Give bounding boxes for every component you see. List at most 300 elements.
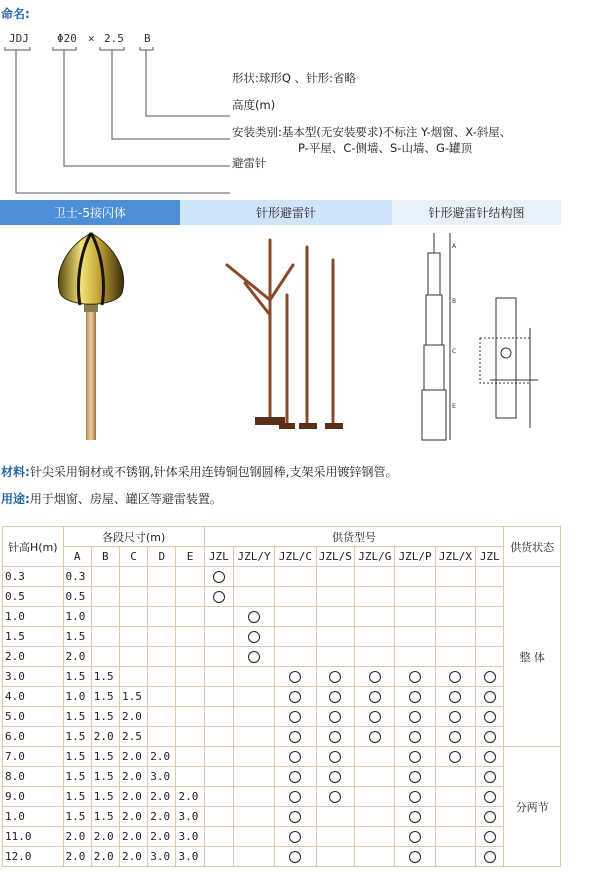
- desc-install-type: 安装类别:基本型(无安装要求)不标注 Y-烟窗、X-斜屋、: [232, 125, 512, 139]
- available-circle-icon: [329, 731, 341, 743]
- cell-model: [395, 747, 435, 767]
- available-circle-icon: [484, 791, 496, 803]
- table-row: [3, 847, 561, 867]
- cell-model: [275, 847, 316, 867]
- cell-model: [233, 847, 274, 867]
- cell-model: [395, 647, 435, 667]
- cell-segment: 3.0: [176, 847, 204, 867]
- available-circle-icon: [409, 691, 421, 703]
- available-circle-icon: [409, 771, 421, 783]
- available-circle-icon: [449, 671, 461, 683]
- cell-model: [275, 767, 316, 787]
- desc-shape: 形状:球形Q 、针形:省略: [232, 71, 356, 85]
- cell-segment: 2.0: [119, 707, 147, 727]
- svg-text:E: E: [452, 403, 456, 410]
- segment-col-c: C: [119, 547, 147, 567]
- cell-model: [476, 707, 504, 727]
- model-col-3: JZL/S: [316, 547, 354, 567]
- available-circle-icon: [369, 731, 381, 743]
- cell-segment: [176, 767, 204, 787]
- code-jdj: JDJ: [9, 32, 29, 45]
- cell-model: [204, 647, 233, 667]
- cell-height: 4.0: [3, 687, 64, 707]
- cell-model: [355, 667, 395, 687]
- model-col-5: JZL/P: [395, 547, 435, 567]
- banner-tab-needle: 针形避雷针: [180, 200, 392, 225]
- cell-model: [435, 687, 475, 707]
- cell-model: [316, 647, 354, 667]
- cell-model: [275, 567, 316, 587]
- header-status: 供货状态: [504, 527, 561, 567]
- cell-segment: 2.0: [63, 827, 91, 847]
- available-circle-icon: [449, 731, 461, 743]
- table-row: [3, 567, 561, 587]
- status-two-sections: 分两节: [504, 747, 561, 867]
- cell-model: [476, 847, 504, 867]
- cell-segment: [176, 587, 204, 607]
- cell-model: [275, 587, 316, 607]
- cell-model: [476, 567, 504, 587]
- header-models: 供货型号: [204, 527, 504, 547]
- cell-model: [204, 787, 233, 807]
- cell-model: [233, 807, 274, 827]
- cell-segment: 0.5: [63, 587, 91, 607]
- table-row: [3, 627, 561, 647]
- cell-height: 12.0: [3, 847, 64, 867]
- available-circle-icon: [449, 711, 461, 723]
- cell-model: [395, 607, 435, 627]
- available-circle-icon: [248, 631, 260, 643]
- cell-model: [435, 607, 475, 627]
- banner-tab-structure: 针形避雷针结构图: [392, 200, 561, 225]
- cell-segment: 2.5: [119, 727, 147, 747]
- available-circle-icon: [484, 671, 496, 683]
- cell-segment: 1.5: [63, 627, 91, 647]
- cell-model: [204, 607, 233, 627]
- available-circle-icon: [329, 671, 341, 683]
- needle-lightning-rod-image: [215, 235, 365, 440]
- cell-model: [204, 667, 233, 687]
- cell-segment: 1.5: [119, 687, 147, 707]
- cell-segment: 3.0: [148, 767, 176, 787]
- available-circle-icon: [369, 711, 381, 723]
- cell-model: [476, 627, 504, 647]
- table-row: [3, 587, 561, 607]
- cell-height: 2.0: [3, 647, 64, 667]
- available-circle-icon: [289, 791, 301, 803]
- cell-model: [355, 647, 395, 667]
- available-circle-icon: [289, 811, 301, 823]
- cell-model: [435, 667, 475, 687]
- cell-model: [233, 687, 274, 707]
- cell-model: [204, 807, 233, 827]
- cell-model: [233, 587, 274, 607]
- cell-segment: [148, 687, 176, 707]
- cell-segment: [176, 707, 204, 727]
- cell-model: [355, 627, 395, 647]
- cell-model: [435, 727, 475, 747]
- cell-model: [316, 667, 354, 687]
- available-circle-icon: [484, 731, 496, 743]
- cell-model: [275, 687, 316, 707]
- cell-model: [395, 787, 435, 807]
- desc-height: 高度(m): [232, 98, 276, 112]
- naming-title: 命名:: [1, 7, 30, 21]
- cell-model: [316, 787, 354, 807]
- cell-model: [395, 627, 435, 647]
- cell-segment: [91, 627, 119, 647]
- ball-air-terminal-image: [40, 228, 150, 440]
- cell-segment: 1.5: [91, 667, 119, 687]
- cell-segment: [148, 667, 176, 687]
- cell-segment: 1.5: [91, 687, 119, 707]
- cell-model: [355, 807, 395, 827]
- desc-install-type-cont: P-平屋、C-侧墙、S-山墙、G-罐顶: [298, 141, 473, 155]
- table-row: [3, 667, 561, 687]
- cell-segment: 2.0: [148, 787, 176, 807]
- cell-model: [204, 767, 233, 787]
- model-col-7: JZL: [476, 547, 504, 567]
- available-circle-icon: [329, 711, 341, 723]
- naming-connector-lines: [0, 0, 593, 200]
- available-circle-icon: [289, 751, 301, 763]
- cell-model: [476, 767, 504, 787]
- cell-model: [316, 687, 354, 707]
- cell-segment: [176, 687, 204, 707]
- cell-model: [395, 767, 435, 787]
- cell-model: [476, 647, 504, 667]
- available-circle-icon: [409, 751, 421, 763]
- code-diameter: Φ20: [57, 32, 77, 45]
- available-circle-icon: [484, 831, 496, 843]
- cell-model: [355, 607, 395, 627]
- cell-model: [435, 847, 475, 867]
- available-circle-icon: [289, 771, 301, 783]
- table-row: [3, 747, 561, 767]
- cell-model: [233, 707, 274, 727]
- cell-model: [476, 687, 504, 707]
- segment-col-d: D: [148, 547, 176, 567]
- table-row: [3, 647, 561, 667]
- available-circle-icon: [484, 751, 496, 763]
- cell-segment: [148, 627, 176, 647]
- available-circle-icon: [484, 691, 496, 703]
- cell-segment: 1.5: [63, 767, 91, 787]
- cell-model: [395, 727, 435, 747]
- cell-model: [233, 567, 274, 587]
- cell-segment: [119, 627, 147, 647]
- cell-model: [355, 747, 395, 767]
- cell-model: [435, 807, 475, 827]
- cell-model: [435, 747, 475, 767]
- cell-model: [395, 807, 435, 827]
- table-row: [3, 767, 561, 787]
- cell-model: [275, 607, 316, 627]
- cell-segment: 2.0: [148, 807, 176, 827]
- cell-segment: 1.5: [91, 707, 119, 727]
- available-circle-icon: [484, 711, 496, 723]
- available-circle-icon: [329, 771, 341, 783]
- table-row: [3, 827, 561, 847]
- available-circle-icon: [213, 591, 225, 603]
- cell-model: [435, 627, 475, 647]
- cell-model: [233, 647, 274, 667]
- available-circle-icon: [484, 811, 496, 823]
- cell-model: [275, 747, 316, 767]
- cell-segment: 1.5: [63, 707, 91, 727]
- available-circle-icon: [329, 751, 341, 763]
- cell-model: [435, 647, 475, 667]
- cell-model: [476, 787, 504, 807]
- cell-height: 0.5: [3, 587, 64, 607]
- cell-model: [275, 647, 316, 667]
- cell-model: [316, 827, 354, 847]
- cell-segment: [176, 607, 204, 627]
- cell-segment: [176, 727, 204, 747]
- cell-height: 8.0: [3, 767, 64, 787]
- cell-model: [476, 827, 504, 847]
- segment-col-a: A: [63, 547, 91, 567]
- available-circle-icon: [369, 671, 381, 683]
- cell-model: [355, 567, 395, 587]
- cell-segment: [148, 567, 176, 587]
- available-circle-icon: [449, 751, 461, 763]
- available-circle-icon: [289, 691, 301, 703]
- svg-text:C: C: [452, 348, 457, 355]
- available-circle-icon: [289, 731, 301, 743]
- cell-model: [355, 687, 395, 707]
- cell-height: 3.0: [3, 667, 64, 687]
- model-col-6: JZL/X: [435, 547, 475, 567]
- available-circle-icon: [409, 831, 421, 843]
- cell-segment: 1.0: [63, 687, 91, 707]
- cell-segment: [176, 747, 204, 767]
- table-row: [3, 707, 561, 727]
- cell-model: [476, 667, 504, 687]
- cell-model: [275, 807, 316, 827]
- table-row: [3, 687, 561, 707]
- svg-text:B: B: [452, 298, 457, 305]
- cell-model: [316, 607, 354, 627]
- cell-segment: [176, 627, 204, 647]
- available-circle-icon: [409, 731, 421, 743]
- cell-height: 1.0: [3, 807, 64, 827]
- cell-segment: [148, 727, 176, 747]
- cell-segment: [119, 567, 147, 587]
- table-row: [3, 607, 561, 627]
- cell-model: [316, 747, 354, 767]
- cell-segment: 2.0: [148, 747, 176, 767]
- cell-model: [316, 567, 354, 587]
- cell-segment: [91, 647, 119, 667]
- cell-segment: 1.5: [63, 807, 91, 827]
- cell-model: [395, 687, 435, 707]
- structure-drawing-image: [420, 228, 560, 443]
- cell-model: [476, 747, 504, 767]
- cell-height: 5.0: [3, 707, 64, 727]
- cell-model: [316, 767, 354, 787]
- available-circle-icon: [329, 691, 341, 703]
- available-circle-icon: [409, 851, 421, 863]
- cell-model: [233, 627, 274, 647]
- cell-segment: [176, 667, 204, 687]
- code-height: 2.5: [104, 32, 124, 45]
- cell-segment: [148, 587, 176, 607]
- cell-model: [275, 667, 316, 687]
- cell-segment: [148, 707, 176, 727]
- cell-segment: 1.5: [63, 667, 91, 687]
- cell-model: [316, 727, 354, 747]
- cell-segment: 1.5: [91, 787, 119, 807]
- available-circle-icon: [289, 711, 301, 723]
- cell-model: [275, 827, 316, 847]
- cell-model: [355, 767, 395, 787]
- cell-model: [476, 607, 504, 627]
- cell-model: [395, 587, 435, 607]
- available-circle-icon: [409, 671, 421, 683]
- available-circle-icon: [289, 671, 301, 683]
- cell-model: [204, 707, 233, 727]
- table-row: [3, 807, 561, 827]
- cell-segment: [91, 567, 119, 587]
- cell-model: [204, 627, 233, 647]
- cell-segment: 2.0: [91, 727, 119, 747]
- cell-model: [316, 627, 354, 647]
- segment-col-e: E: [176, 547, 204, 567]
- cell-segment: 1.5: [91, 747, 119, 767]
- cell-model: [395, 667, 435, 687]
- cell-model: [316, 707, 354, 727]
- model-col-4: JZL/G: [355, 547, 395, 567]
- header-segments: 各段尺寸(m): [63, 527, 204, 547]
- cell-model: [355, 727, 395, 747]
- usage-line: 用途:用于烟窗、房屋、罐区等避雷装置。: [1, 492, 222, 506]
- cell-model: [355, 827, 395, 847]
- cell-segment: 3.0: [176, 807, 204, 827]
- cell-model: [204, 587, 233, 607]
- cell-model: [233, 607, 274, 627]
- cell-model: [395, 567, 435, 587]
- cell-model: [275, 707, 316, 727]
- cell-model: [435, 787, 475, 807]
- cell-segment: 2.0: [63, 847, 91, 867]
- cell-model: [204, 827, 233, 847]
- cell-segment: [148, 607, 176, 627]
- cell-height: 1.5: [3, 627, 64, 647]
- cell-segment: [91, 587, 119, 607]
- cell-segment: 2.0: [119, 807, 147, 827]
- material-line: 材料:针尖采用铜材或不锈钢,针体采用连铸铜包钢圆棒,支架采用镀锌钢管。: [1, 465, 398, 479]
- cell-segment: 1.5: [63, 727, 91, 747]
- code-type: B: [144, 32, 151, 45]
- cell-segment: [119, 667, 147, 687]
- cell-model: [204, 727, 233, 747]
- available-circle-icon: [329, 791, 341, 803]
- cell-model: [233, 767, 274, 787]
- cell-segment: 2.0: [91, 827, 119, 847]
- cell-model: [355, 847, 395, 867]
- cell-model: [204, 847, 233, 867]
- cell-segment: 2.0: [119, 747, 147, 767]
- cell-segment: 2.0: [119, 827, 147, 847]
- cell-height: 1.0: [3, 607, 64, 627]
- cell-model: [275, 627, 316, 647]
- cell-model: [355, 787, 395, 807]
- cell-height: 9.0: [3, 787, 64, 807]
- cell-model: [476, 727, 504, 747]
- cell-model: [204, 747, 233, 767]
- available-circle-icon: [213, 571, 225, 583]
- available-circle-icon: [484, 851, 496, 863]
- cell-segment: 2.0: [176, 787, 204, 807]
- cell-segment: 3.0: [148, 847, 176, 867]
- cell-model: [233, 787, 274, 807]
- cell-model: [476, 587, 504, 607]
- cell-model: [275, 787, 316, 807]
- available-circle-icon: [289, 851, 301, 863]
- table-row: [3, 727, 561, 747]
- cell-height: 6.0: [3, 727, 64, 747]
- available-circle-icon: [409, 811, 421, 823]
- cell-model: [316, 807, 354, 827]
- cell-model: [316, 587, 354, 607]
- cell-segment: 1.5: [91, 767, 119, 787]
- available-circle-icon: [409, 791, 421, 803]
- cell-segment: 2.0: [119, 767, 147, 787]
- cell-model: [435, 707, 475, 727]
- available-circle-icon: [289, 831, 301, 843]
- cell-segment: 2.0: [63, 647, 91, 667]
- cell-segment: 2.0: [119, 787, 147, 807]
- cell-height: 11.0: [3, 827, 64, 847]
- available-circle-icon: [449, 691, 461, 703]
- header-height: 针高H(m): [3, 527, 64, 567]
- cell-segment: [176, 567, 204, 587]
- cell-segment: 2.0: [91, 847, 119, 867]
- available-circle-icon: [369, 691, 381, 703]
- table-row: [3, 787, 561, 807]
- cell-model: [435, 567, 475, 587]
- available-circle-icon: [409, 711, 421, 723]
- cell-segment: [91, 607, 119, 627]
- spec-table: [2, 526, 561, 867]
- cell-segment: 1.5: [91, 807, 119, 827]
- cell-model: [355, 707, 395, 727]
- model-col-0: JZL: [204, 547, 233, 567]
- cell-model: [476, 807, 504, 827]
- cell-model: [233, 667, 274, 687]
- model-col-1: JZL/Y: [233, 547, 274, 567]
- cell-model: [316, 847, 354, 867]
- banner-tab-weishi: 卫士-5接闪体: [0, 200, 180, 225]
- cell-segment: [119, 587, 147, 607]
- svg-text:A: A: [452, 243, 457, 250]
- cell-model: [204, 687, 233, 707]
- cell-segment: 1.0: [63, 607, 91, 627]
- cell-segment: 2.0: [148, 827, 176, 847]
- available-circle-icon: [248, 611, 260, 623]
- cell-model: [435, 827, 475, 847]
- segment-col-b: B: [91, 547, 119, 567]
- code-times: ×: [88, 32, 95, 45]
- cell-segment: 3.0: [176, 827, 204, 847]
- available-circle-icon: [248, 651, 260, 663]
- cell-segment: 1.5: [63, 747, 91, 767]
- status-whole: 整 体: [504, 567, 561, 747]
- cell-segment: [176, 647, 204, 667]
- cell-segment: 2.0: [119, 847, 147, 867]
- cell-model: [395, 827, 435, 847]
